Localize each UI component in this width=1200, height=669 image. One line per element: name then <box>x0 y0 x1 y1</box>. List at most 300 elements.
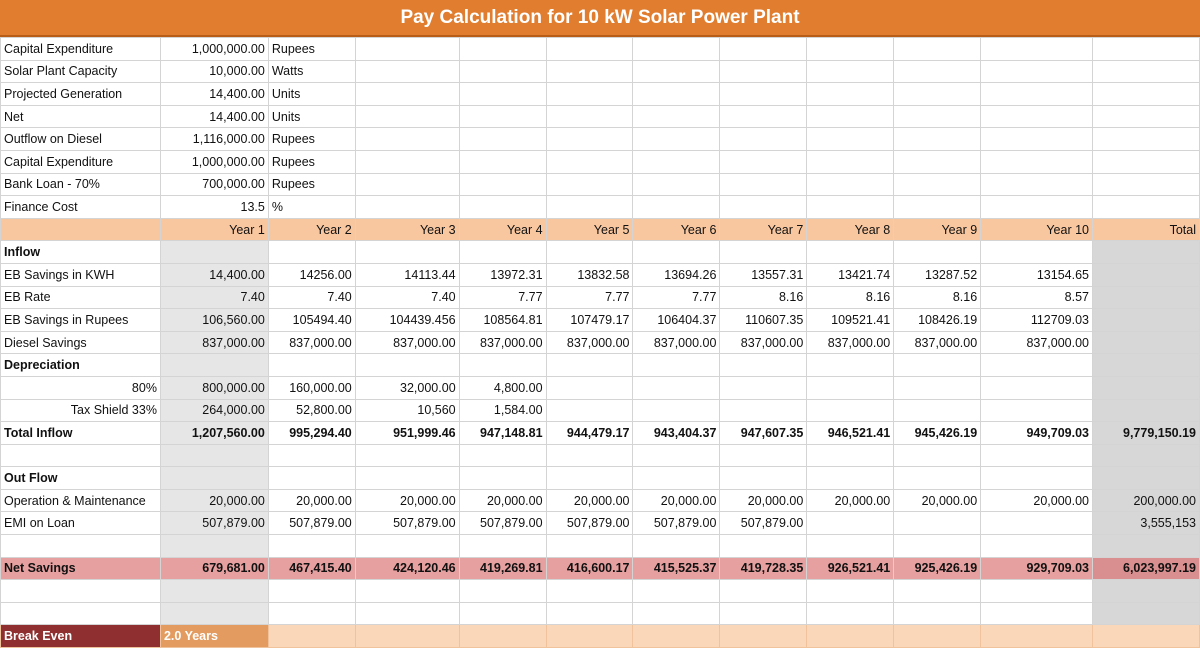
year-header[interactable]: Year 10 <box>981 218 1093 241</box>
empty-cell[interactable] <box>633 60 720 83</box>
year-header[interactable]: Year 9 <box>894 218 981 241</box>
empty-cell[interactable] <box>633 467 720 490</box>
empty-cell[interactable] <box>720 580 807 603</box>
header-blank[interactable] <box>1 218 161 241</box>
empty-cell[interactable] <box>1 580 161 603</box>
empty-cell[interactable] <box>894 150 981 173</box>
value-cell[interactable]: 108564.81 <box>459 309 546 332</box>
empty-cell[interactable] <box>459 83 546 106</box>
empty-cell[interactable] <box>981 38 1093 61</box>
empty-cell[interactable] <box>1 535 161 558</box>
value-cell[interactable]: 1,584.00 <box>459 399 546 422</box>
empty-cell[interactable] <box>546 105 633 128</box>
empty-cell[interactable] <box>720 535 807 558</box>
empty-cell[interactable] <box>981 625 1093 648</box>
value-cell[interactable]: 20,000.00 <box>355 489 459 512</box>
empty-cell[interactable] <box>981 196 1093 219</box>
empty-cell[interactable] <box>459 105 546 128</box>
empty-cell[interactable] <box>546 60 633 83</box>
empty-cell[interactable] <box>459 173 546 196</box>
param-unit[interactable]: Rupees <box>268 128 355 151</box>
empty-cell[interactable] <box>355 150 459 173</box>
empty-cell[interactable] <box>459 602 546 625</box>
param-value[interactable]: 1,116,000.00 <box>160 128 268 151</box>
value-cell[interactable]: 837,000.00 <box>546 331 633 354</box>
empty-cell[interactable] <box>807 173 894 196</box>
value-cell[interactable]: 8.16 <box>894 286 981 309</box>
value-cell[interactable]: 7.40 <box>160 286 268 309</box>
year-header[interactable]: Year 6 <box>633 218 720 241</box>
total-cell[interactable] <box>1093 286 1200 309</box>
param-unit[interactable]: Units <box>268 83 355 106</box>
section-label[interactable]: Depreciation <box>1 354 161 377</box>
param-unit[interactable]: Watts <box>268 60 355 83</box>
empty-cell[interactable] <box>981 580 1093 603</box>
year-header[interactable]: Year 8 <box>807 218 894 241</box>
empty-cell[interactable] <box>807 354 894 377</box>
param-value[interactable]: 13.5 <box>160 196 268 219</box>
value-cell[interactable]: 8.57 <box>981 286 1093 309</box>
empty-cell[interactable] <box>807 105 894 128</box>
empty-cell[interactable] <box>268 467 355 490</box>
empty-cell[interactable] <box>807 467 894 490</box>
empty-cell[interactable] <box>633 625 720 648</box>
value-cell[interactable]: 20,000.00 <box>160 489 268 512</box>
value-cell[interactable] <box>720 399 807 422</box>
value-cell[interactable]: 4,800.00 <box>459 376 546 399</box>
empty-cell[interactable] <box>459 625 546 648</box>
value-cell[interactable]: 20,000.00 <box>720 489 807 512</box>
empty-cell[interactable] <box>807 150 894 173</box>
empty-cell[interactable] <box>894 444 981 467</box>
empty-cell[interactable] <box>355 241 459 264</box>
empty-cell[interactable] <box>633 535 720 558</box>
empty-cell[interactable] <box>633 83 720 106</box>
value-cell[interactable]: 14256.00 <box>268 263 355 286</box>
value-cell[interactable]: 7.77 <box>546 286 633 309</box>
empty-cell[interactable] <box>1093 150 1200 173</box>
empty-cell[interactable] <box>1093 196 1200 219</box>
total-cell[interactable]: 3,555,153 <box>1093 512 1200 535</box>
value-cell[interactable]: 104439.456 <box>355 309 459 332</box>
empty-cell[interactable] <box>807 196 894 219</box>
value-cell[interactable]: 837,000.00 <box>981 331 1093 354</box>
row-label[interactable]: Total Inflow <box>1 422 161 445</box>
value-cell[interactable]: 13287.52 <box>894 263 981 286</box>
empty-cell[interactable] <box>720 196 807 219</box>
value-cell[interactable]: 837,000.00 <box>160 331 268 354</box>
empty-cell[interactable] <box>720 602 807 625</box>
value-cell[interactable] <box>981 399 1093 422</box>
empty-cell[interactable] <box>894 83 981 106</box>
empty-cell[interactable] <box>355 580 459 603</box>
param-value[interactable]: 1,000,000.00 <box>160 38 268 61</box>
empty-cell[interactable] <box>1093 535 1200 558</box>
empty-cell[interactable] <box>633 150 720 173</box>
value-cell[interactable] <box>633 399 720 422</box>
value-cell[interactable]: 951,999.46 <box>355 422 459 445</box>
empty-cell[interactable] <box>1 602 161 625</box>
value-cell[interactable]: 105494.40 <box>268 309 355 332</box>
empty-cell[interactable] <box>355 38 459 61</box>
section-label[interactable]: Inflow <box>1 241 161 264</box>
empty-cell[interactable] <box>981 444 1093 467</box>
value-cell[interactable]: 20,000.00 <box>807 489 894 512</box>
empty-cell[interactable] <box>633 105 720 128</box>
empty-cell[interactable] <box>1093 105 1200 128</box>
empty-cell[interactable] <box>459 580 546 603</box>
empty-cell[interactable] <box>459 535 546 558</box>
value-cell[interactable]: 949,709.03 <box>981 422 1093 445</box>
value-cell[interactable] <box>894 512 981 535</box>
empty-cell[interactable] <box>459 196 546 219</box>
empty-cell[interactable] <box>894 354 981 377</box>
empty-cell[interactable] <box>894 128 981 151</box>
value-cell[interactable]: 837,000.00 <box>894 331 981 354</box>
value-cell[interactable]: 679,681.00 <box>160 557 268 580</box>
value-cell[interactable]: 507,879.00 <box>633 512 720 535</box>
empty-cell[interactable] <box>894 535 981 558</box>
value-cell[interactable]: 20,000.00 <box>981 489 1093 512</box>
total-cell[interactable] <box>1093 354 1200 377</box>
empty-cell[interactable] <box>355 196 459 219</box>
empty-cell[interactable] <box>633 38 720 61</box>
value-cell[interactable]: 112709.03 <box>981 309 1093 332</box>
value-cell[interactable]: 946,521.41 <box>807 422 894 445</box>
value-cell[interactable] <box>720 376 807 399</box>
value-cell[interactable]: 837,000.00 <box>807 331 894 354</box>
value-cell[interactable]: 20,000.00 <box>894 489 981 512</box>
empty-cell[interactable] <box>355 83 459 106</box>
param-label[interactable]: Outflow on Diesel <box>1 128 161 151</box>
value-cell[interactable] <box>981 512 1093 535</box>
empty-cell[interactable] <box>160 467 268 490</box>
value-cell[interactable]: 7.40 <box>355 286 459 309</box>
row-label[interactable]: Diesel Savings <box>1 331 161 354</box>
empty-cell[interactable] <box>981 60 1093 83</box>
value-cell[interactable] <box>981 376 1093 399</box>
value-cell[interactable]: 995,294.40 <box>268 422 355 445</box>
param-label[interactable]: Solar Plant Capacity <box>1 60 161 83</box>
empty-cell[interactable] <box>894 241 981 264</box>
empty-cell[interactable] <box>546 128 633 151</box>
empty-cell[interactable] <box>459 444 546 467</box>
value-cell[interactable]: 14113.44 <box>355 263 459 286</box>
empty-cell[interactable] <box>459 354 546 377</box>
empty-cell[interactable] <box>807 60 894 83</box>
value-cell[interactable] <box>807 376 894 399</box>
row-label[interactable]: 80% <box>1 376 161 399</box>
empty-cell[interactable] <box>459 467 546 490</box>
value-cell[interactable]: 837,000.00 <box>633 331 720 354</box>
total-cell[interactable]: 6,023,997.19 <box>1093 557 1200 580</box>
empty-cell[interactable] <box>633 173 720 196</box>
value-cell[interactable]: 109521.41 <box>807 309 894 332</box>
empty-cell[interactable] <box>1093 580 1200 603</box>
value-cell[interactable]: 837,000.00 <box>268 331 355 354</box>
empty-cell[interactable] <box>1093 602 1200 625</box>
value-cell[interactable] <box>894 376 981 399</box>
value-cell[interactable]: 507,879.00 <box>268 512 355 535</box>
empty-cell[interactable] <box>981 83 1093 106</box>
empty-cell[interactable] <box>894 38 981 61</box>
empty-cell[interactable] <box>1093 38 1200 61</box>
empty-cell[interactable] <box>807 241 894 264</box>
empty-cell[interactable] <box>160 444 268 467</box>
param-value[interactable]: 10,000.00 <box>160 60 268 83</box>
value-cell[interactable]: 944,479.17 <box>546 422 633 445</box>
empty-cell[interactable] <box>546 444 633 467</box>
value-cell[interactable]: 264,000.00 <box>160 399 268 422</box>
empty-cell[interactable] <box>160 354 268 377</box>
empty-cell[interactable] <box>355 444 459 467</box>
empty-cell[interactable] <box>633 354 720 377</box>
row-label[interactable]: Net Savings <box>1 557 161 580</box>
year-header[interactable]: Year 5 <box>546 218 633 241</box>
empty-cell[interactable] <box>546 241 633 264</box>
empty-cell[interactable] <box>807 444 894 467</box>
empty-cell[interactable] <box>981 467 1093 490</box>
empty-cell[interactable] <box>268 602 355 625</box>
empty-cell[interactable] <box>546 38 633 61</box>
empty-cell[interactable] <box>894 105 981 128</box>
total-cell[interactable] <box>1093 309 1200 332</box>
value-cell[interactable]: 107479.17 <box>546 309 633 332</box>
empty-cell[interactable] <box>160 580 268 603</box>
empty-cell[interactable] <box>1093 60 1200 83</box>
empty-cell[interactable] <box>160 602 268 625</box>
value-cell[interactable]: 415,525.37 <box>633 557 720 580</box>
value-cell[interactable]: 20,000.00 <box>268 489 355 512</box>
empty-cell[interactable] <box>807 38 894 61</box>
empty-cell[interactable] <box>981 602 1093 625</box>
value-cell[interactable]: 20,000.00 <box>633 489 720 512</box>
param-unit[interactable]: Rupees <box>268 150 355 173</box>
empty-cell[interactable] <box>807 128 894 151</box>
value-cell[interactable]: 8.16 <box>720 286 807 309</box>
param-label[interactable]: Net <box>1 105 161 128</box>
value-cell[interactable]: 108426.19 <box>894 309 981 332</box>
empty-cell[interactable] <box>981 173 1093 196</box>
empty-cell[interactable] <box>459 60 546 83</box>
empty-cell[interactable] <box>894 602 981 625</box>
empty-cell[interactable] <box>720 128 807 151</box>
value-cell[interactable]: 507,879.00 <box>459 512 546 535</box>
value-cell[interactable]: 10,560 <box>355 399 459 422</box>
empty-cell[interactable] <box>355 128 459 151</box>
empty-cell[interactable] <box>546 580 633 603</box>
total-cell[interactable] <box>1093 376 1200 399</box>
value-cell[interactable]: 800,000.00 <box>160 376 268 399</box>
empty-cell[interactable] <box>1093 83 1200 106</box>
param-unit[interactable]: Rupees <box>268 173 355 196</box>
year-header[interactable]: Year 1 <box>160 218 268 241</box>
empty-cell[interactable] <box>268 444 355 467</box>
empty-cell[interactable] <box>720 241 807 264</box>
value-cell[interactable]: 507,879.00 <box>355 512 459 535</box>
param-value[interactable]: 700,000.00 <box>160 173 268 196</box>
total-cell[interactable]: 9,779,150.19 <box>1093 422 1200 445</box>
empty-cell[interactable] <box>633 444 720 467</box>
value-cell[interactable]: 13557.31 <box>720 263 807 286</box>
value-cell[interactable]: 110607.35 <box>720 309 807 332</box>
empty-cell[interactable] <box>981 150 1093 173</box>
empty-cell[interactable] <box>268 354 355 377</box>
break-even-value[interactable]: 2.0 Years <box>160 625 268 648</box>
empty-cell[interactable] <box>546 150 633 173</box>
empty-cell[interactable] <box>981 105 1093 128</box>
value-cell[interactable] <box>546 376 633 399</box>
empty-cell[interactable] <box>1 444 161 467</box>
param-label[interactable]: Capital Expenditure <box>1 38 161 61</box>
empty-cell[interactable] <box>546 467 633 490</box>
empty-cell[interactable] <box>546 625 633 648</box>
empty-cell[interactable] <box>355 535 459 558</box>
empty-cell[interactable] <box>981 241 1093 264</box>
value-cell[interactable]: 1,207,560.00 <box>160 422 268 445</box>
empty-cell[interactable] <box>546 354 633 377</box>
value-cell[interactable] <box>894 399 981 422</box>
value-cell[interactable]: 929,709.03 <box>981 557 1093 580</box>
total-cell[interactable] <box>1093 467 1200 490</box>
value-cell[interactable]: 467,415.40 <box>268 557 355 580</box>
empty-cell[interactable] <box>546 535 633 558</box>
empty-cell[interactable] <box>355 354 459 377</box>
value-cell[interactable]: 925,426.19 <box>894 557 981 580</box>
empty-cell[interactable] <box>981 354 1093 377</box>
value-cell[interactable]: 837,000.00 <box>355 331 459 354</box>
empty-cell[interactable] <box>720 354 807 377</box>
value-cell[interactable]: 52,800.00 <box>268 399 355 422</box>
empty-cell[interactable] <box>459 128 546 151</box>
value-cell[interactable]: 13832.58 <box>546 263 633 286</box>
value-cell[interactable]: 13972.31 <box>459 263 546 286</box>
empty-cell[interactable] <box>355 602 459 625</box>
value-cell[interactable]: 507,879.00 <box>160 512 268 535</box>
value-cell[interactable] <box>807 512 894 535</box>
empty-cell[interactable] <box>807 580 894 603</box>
param-value[interactable]: 14,400.00 <box>160 83 268 106</box>
value-cell[interactable]: 943,404.37 <box>633 422 720 445</box>
empty-cell[interactable] <box>894 173 981 196</box>
empty-cell[interactable] <box>459 150 546 173</box>
year-header[interactable]: Year 4 <box>459 218 546 241</box>
empty-cell[interactable] <box>546 196 633 219</box>
value-cell[interactable]: 416,600.17 <box>546 557 633 580</box>
empty-cell[interactable] <box>633 196 720 219</box>
year-header[interactable]: Year 2 <box>268 218 355 241</box>
empty-cell[interactable] <box>633 128 720 151</box>
empty-cell[interactable] <box>355 60 459 83</box>
row-label[interactable]: Operation & Maintenance <box>1 489 161 512</box>
value-cell[interactable]: 7.40 <box>268 286 355 309</box>
empty-cell[interactable] <box>355 625 459 648</box>
param-value[interactable]: 14,400.00 <box>160 105 268 128</box>
param-label[interactable]: Projected Generation <box>1 83 161 106</box>
empty-cell[interactable] <box>720 83 807 106</box>
value-cell[interactable]: 13694.26 <box>633 263 720 286</box>
empty-cell[interactable] <box>894 467 981 490</box>
row-label[interactable]: EB Savings in Rupees <box>1 309 161 332</box>
empty-cell[interactable] <box>807 625 894 648</box>
empty-cell[interactable] <box>633 602 720 625</box>
total-cell[interactable] <box>1093 399 1200 422</box>
empty-cell[interactable] <box>546 173 633 196</box>
value-cell[interactable]: 13154.65 <box>981 263 1093 286</box>
value-cell[interactable] <box>546 399 633 422</box>
empty-cell[interactable] <box>268 580 355 603</box>
empty-cell[interactable] <box>894 60 981 83</box>
empty-cell[interactable] <box>1093 625 1200 648</box>
row-label[interactable]: EMI on Loan <box>1 512 161 535</box>
empty-cell[interactable] <box>807 535 894 558</box>
section-label[interactable]: Out Flow <box>1 467 161 490</box>
value-cell[interactable]: 837,000.00 <box>459 331 546 354</box>
value-cell[interactable]: 8.16 <box>807 286 894 309</box>
empty-cell[interactable] <box>268 625 355 648</box>
value-cell[interactable]: 106,560.00 <box>160 309 268 332</box>
empty-cell[interactable] <box>807 602 894 625</box>
empty-cell[interactable] <box>894 580 981 603</box>
value-cell[interactable]: 926,521.41 <box>807 557 894 580</box>
value-cell[interactable]: 106404.37 <box>633 309 720 332</box>
year-header[interactable]: Year 7 <box>720 218 807 241</box>
param-unit[interactable]: % <box>268 196 355 219</box>
param-value[interactable]: 1,000,000.00 <box>160 150 268 173</box>
value-cell[interactable]: 507,879.00 <box>546 512 633 535</box>
total-cell[interactable]: 200,000.00 <box>1093 489 1200 512</box>
value-cell[interactable]: 947,148.81 <box>459 422 546 445</box>
param-label[interactable]: Capital Expenditure <box>1 150 161 173</box>
empty-cell[interactable] <box>1093 444 1200 467</box>
row-label[interactable]: Tax Shield 33% <box>1 399 161 422</box>
empty-cell[interactable] <box>160 535 268 558</box>
row-label[interactable]: EB Savings in KWH <box>1 263 161 286</box>
value-cell[interactable]: 945,426.19 <box>894 422 981 445</box>
value-cell[interactable]: 837,000.00 <box>720 331 807 354</box>
empty-cell[interactable] <box>720 105 807 128</box>
param-unit[interactable]: Units <box>268 105 355 128</box>
empty-cell[interactable] <box>720 625 807 648</box>
empty-cell[interactable] <box>546 602 633 625</box>
value-cell[interactable]: 947,607.35 <box>720 422 807 445</box>
param-unit[interactable]: Rupees <box>268 38 355 61</box>
row-label[interactable]: EB Rate <box>1 286 161 309</box>
empty-cell[interactable] <box>546 83 633 106</box>
value-cell[interactable] <box>807 399 894 422</box>
empty-cell[interactable] <box>981 128 1093 151</box>
empty-cell[interactable] <box>633 580 720 603</box>
value-cell[interactable]: 424,120.46 <box>355 557 459 580</box>
empty-cell[interactable] <box>633 241 720 264</box>
total-header[interactable]: Total <box>1093 218 1200 241</box>
total-cell[interactable] <box>1093 263 1200 286</box>
empty-cell[interactable] <box>720 444 807 467</box>
year-header[interactable]: Year 3 <box>355 218 459 241</box>
value-cell[interactable]: 7.77 <box>459 286 546 309</box>
value-cell[interactable]: 14,400.00 <box>160 263 268 286</box>
value-cell[interactable]: 32,000.00 <box>355 376 459 399</box>
break-even-label[interactable]: Break Even <box>1 625 161 648</box>
total-cell[interactable] <box>1093 331 1200 354</box>
value-cell[interactable]: 20,000.00 <box>546 489 633 512</box>
empty-cell[interactable] <box>459 38 546 61</box>
value-cell[interactable]: 419,269.81 <box>459 557 546 580</box>
value-cell[interactable]: 419,728.35 <box>720 557 807 580</box>
total-cell[interactable] <box>1093 241 1200 264</box>
empty-cell[interactable] <box>1093 173 1200 196</box>
value-cell[interactable]: 7.77 <box>633 286 720 309</box>
